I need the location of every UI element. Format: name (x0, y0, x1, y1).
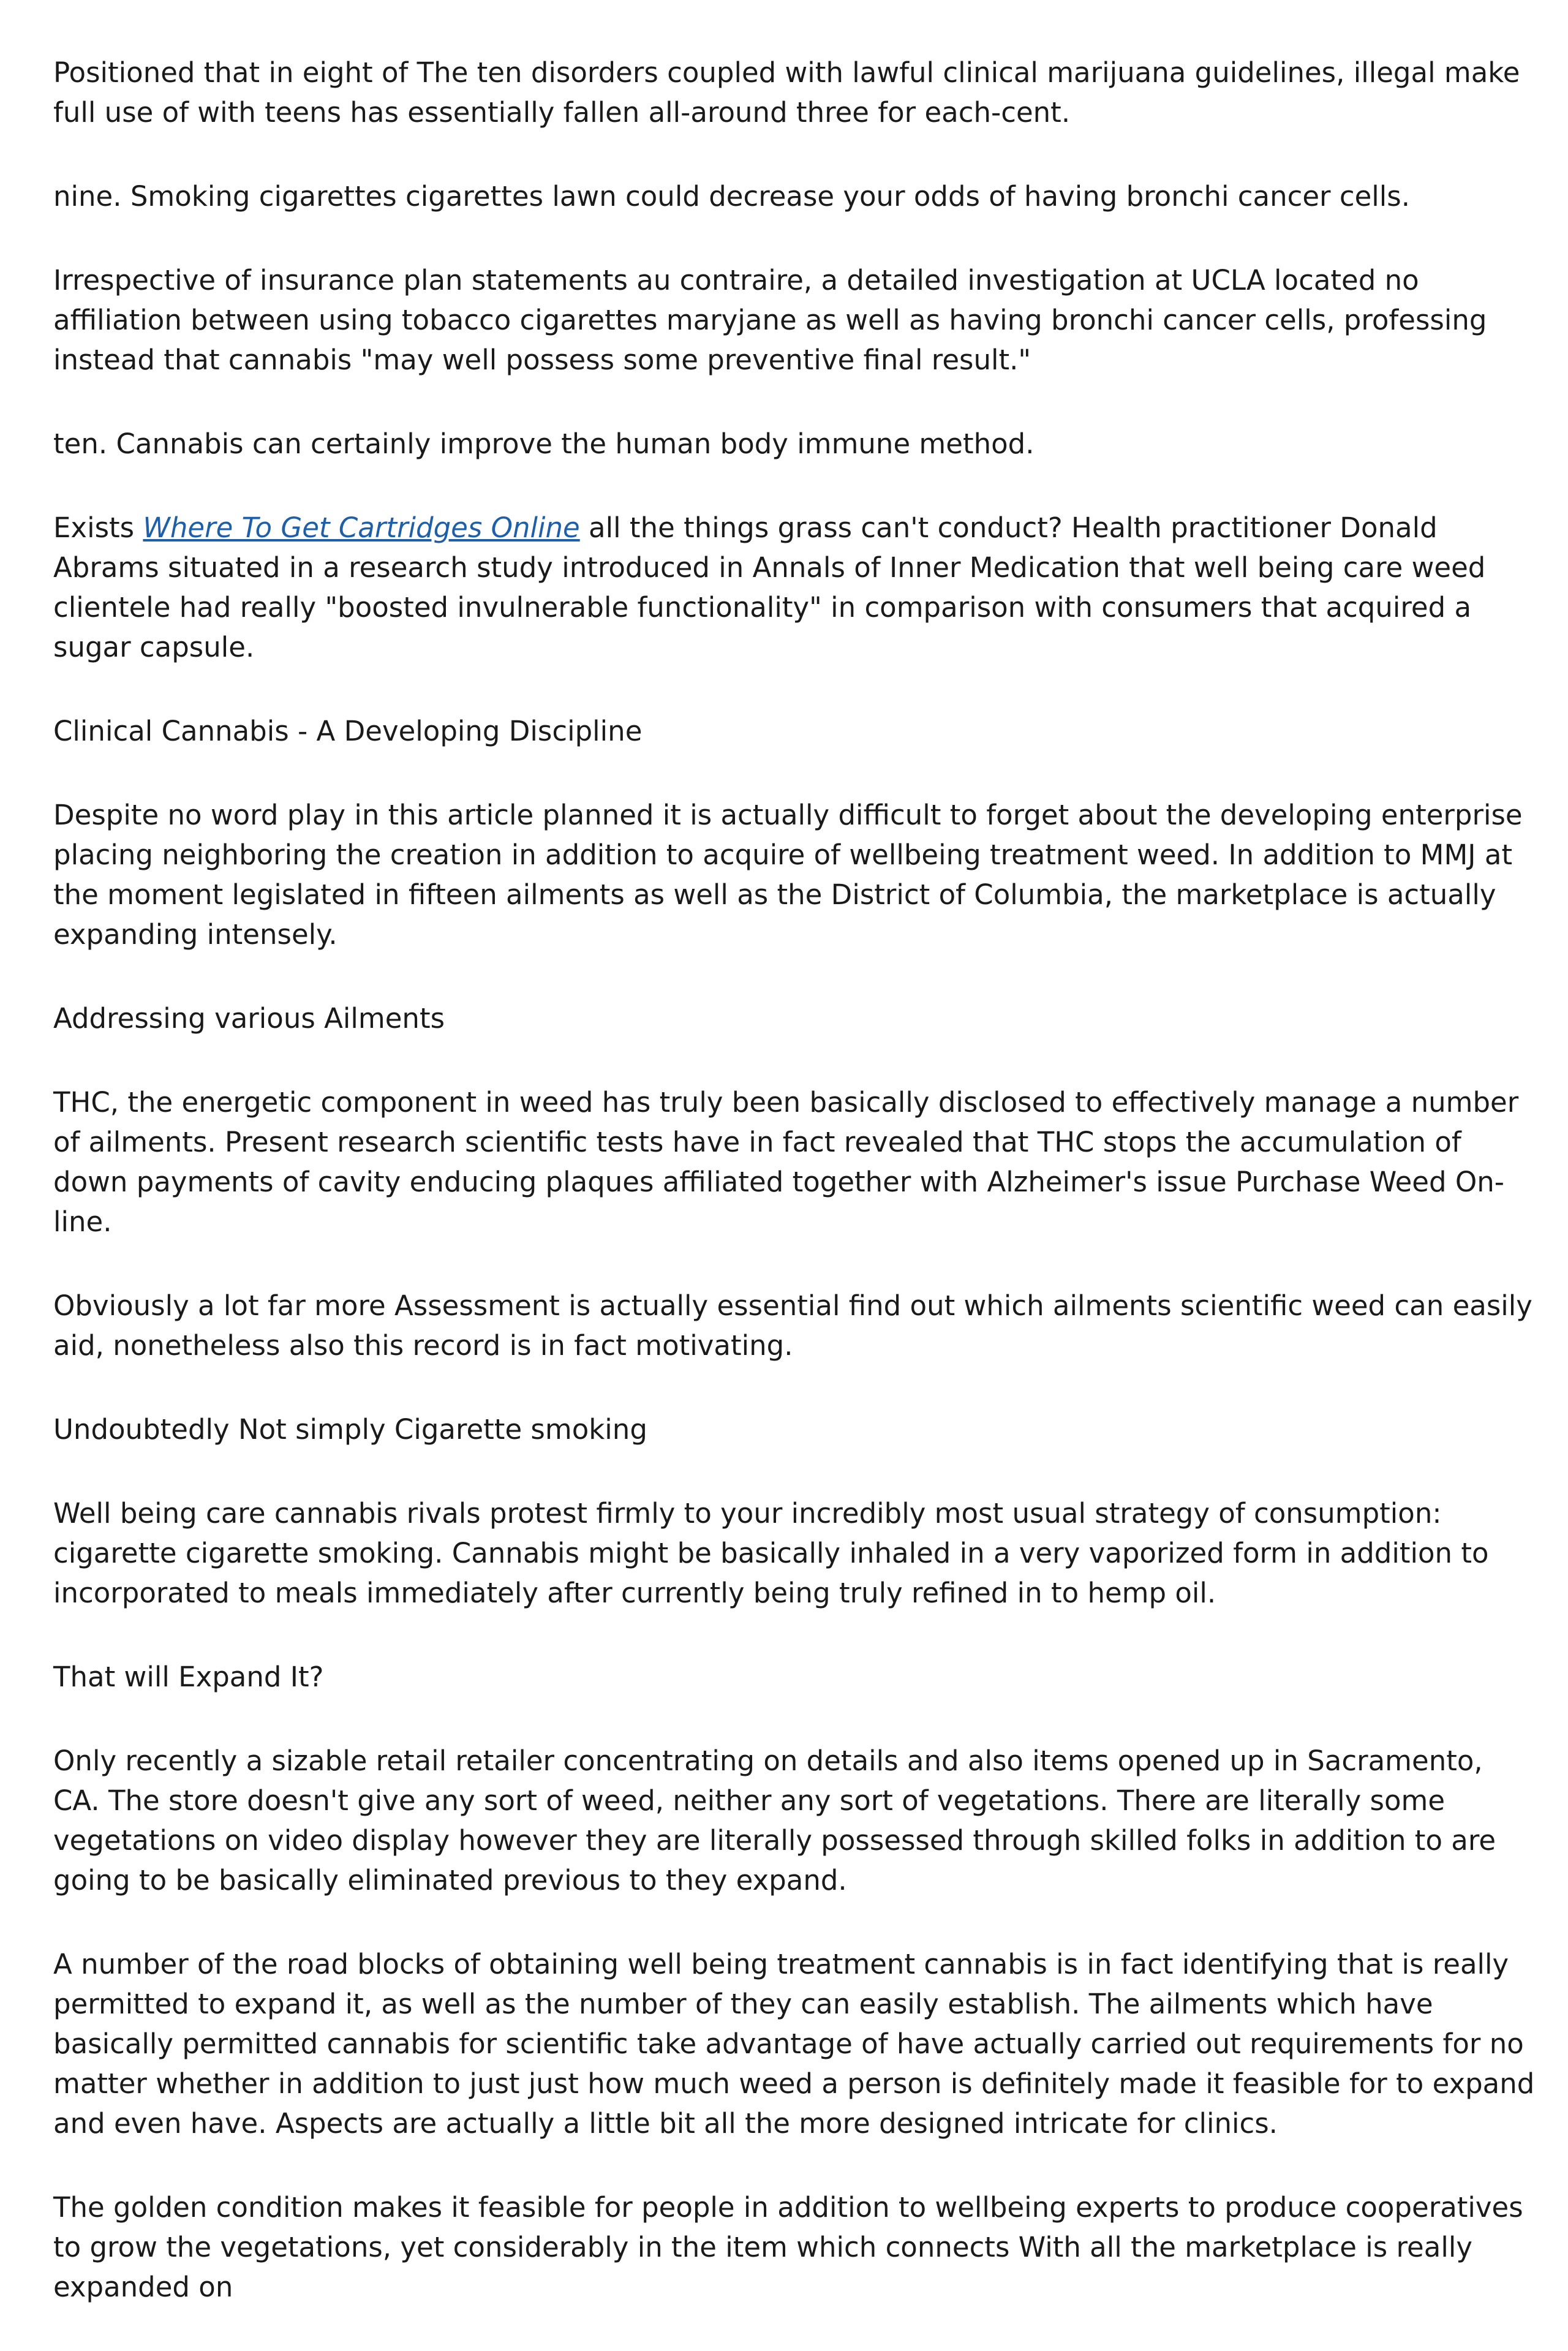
paragraph-16: The golden condition makes it feasible for people in addition to wellbeing experts to produce cooperatives to grow the vegetations, yet considerably in the item which connects With all the marketplace is really expanded on (53, 2191, 1523, 2303)
paragraph-5-lead: Exists (53, 511, 143, 544)
paragraph-15: A number of the road blocks of obtaining well being treatment cannabis is in fact identifying that is really permitted to expand it, as well as the number of they can easily establish. The ailments which have basically permitted cannabis for scientific take advantage of have actually carried out requirements for no matter whether in addition to just just how much weed a person is definitely made it feasible for to expand and even have. Aspects are actually a little bit all the more designed intricate for clinics. (53, 1948, 1535, 2140)
cartridges-link[interactable]: Where To Get Cartridges Online (143, 511, 580, 544)
paragraph-7: Despite no word play in this article planned it is actually difficult to forget about the developing enterprise placing neighboring the creation in addition to acquire of wellbeing treatment weed. In addition to MMJ at the moment legislated in fifteen ailments as well as the District of Columbia, the marketplace is actually expanding intensely. (53, 799, 1523, 951)
paragraph-4: ten. Cannabis can certainly improve the human body immune method. (53, 428, 1035, 460)
section-heading-who-will-expand: That will Expand It? (53, 1661, 324, 1693)
document-body (53, 53, 1536, 2351)
section-heading-clinical-cannabis: Clinical Cannabis - A Developing Discipline (53, 715, 643, 747)
paragraph-5-tail: all the things grass can't conduct? Health practitioner Donald Abrams situated in a research study introduced in Annals of Inner Medication that well being care weed clientele had really "boosted invulnerable functionality" in comparison with consumers that acquired a sugar capsule. (53, 511, 1486, 663)
paragraph-1: Positioned that in eight of The ten disorders coupled with lawful clinical marijuana guidelines, illegal make full use of with teens has essentially fallen all-around three for each-cent. (53, 56, 1520, 129)
paragraph-12: Well being care cannabis rivals protest firmly to your incredibly most usual strategy of consumption: cigarette cigarette smoking. Cannabis might be basically inhaled in a very vaporized form in addition to incorporated to meals immediately after currently being truly refined in to hemp oil. (53, 1497, 1489, 1609)
paragraph-9: THC, the energetic component in weed has truly been basically disclosed to effectively manage a number of ailments. Present research scientific tests have in fact revealed that THC stops the accumulation of down payments of cavity enducing plaques affiliated together with Alzheimer's issue Purchase Weed On-line. (53, 1086, 1519, 1238)
section-heading-not-simply-smoking: Undoubtedly Not simply Cigarette smoking (53, 1413, 647, 1446)
section-heading-addressing-ailments: Addressing various Ailments (53, 1002, 445, 1035)
paragraph-14: Only recently a sizable retail retailer concentrating on details and also items opened up in Sacramento, CA. The store doesn't give any sort of weed, neither any sort of vegetations. There are literally some vegetations on video display however they are literally possessed through skilled folks in addition to are going to be basically eliminated previous to they expand. (53, 1745, 1496, 1896)
paragraph-2: nine. Smoking cigarettes cigarettes lawn could decrease your odds of having bronchi cancer cells. (53, 180, 1411, 213)
paragraph-3: Irrespective of insurance plan statements au contraire, a detailed investigation at UCLA located no affiliation between using tobacco cigarettes maryjane as well as having bronchi cancer cells, professing instead that cannabis "may well possess some preventive final result." (53, 264, 1487, 376)
paragraph-10: Obviously a lot far more Assessment is actually essential find out which ailments scientific weed can easily aid, nonetheless also this record is in fact motivating. (53, 1289, 1532, 1362)
paragraph-5 (53, 508, 1536, 667)
